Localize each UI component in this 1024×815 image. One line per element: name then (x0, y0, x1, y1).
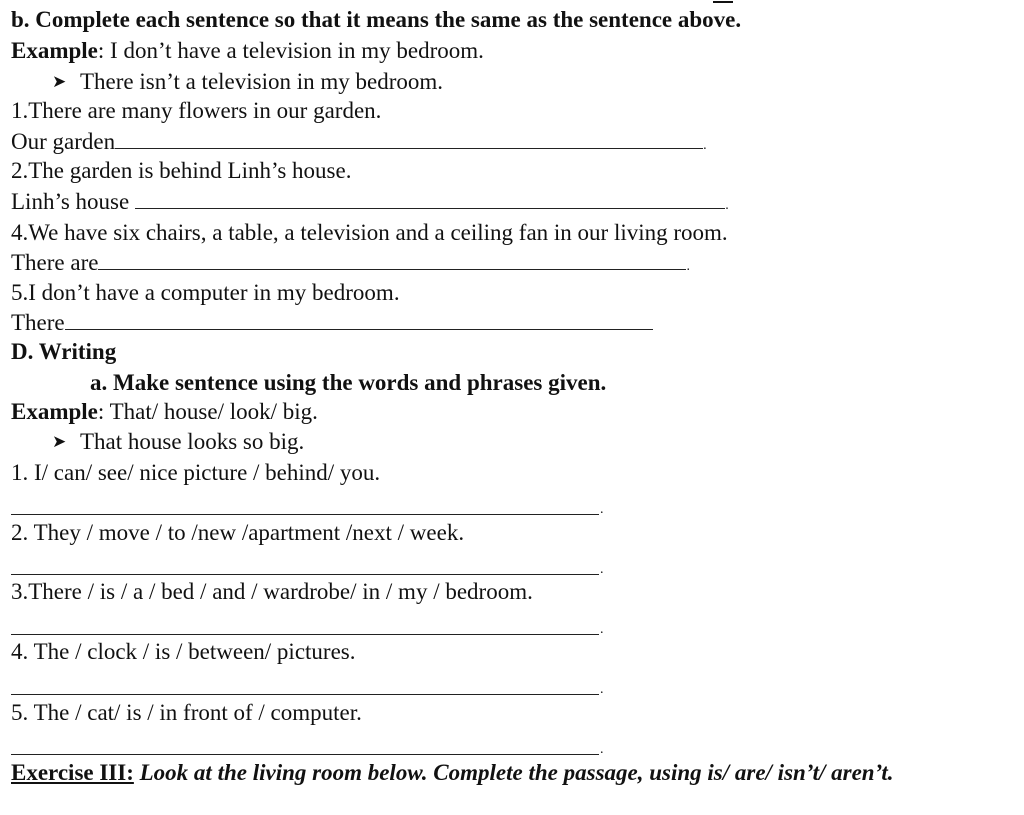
d-item-5-period: . (600, 742, 604, 757)
b-item-5-blank[interactable] (65, 309, 653, 330)
b-item-2-period: . (725, 198, 729, 213)
b-item-4-blank[interactable] (98, 249, 686, 270)
b-item-1-prompt: 1.There are many flowers in our garden. (11, 98, 382, 123)
d-item-5-prompt: 5. The / cat/ is / in front of / computer. (11, 700, 362, 725)
overline-mark (713, 1, 733, 3)
exercise-3-label: Exercise III: (11, 760, 134, 785)
d-item-1-blank[interactable] (11, 514, 599, 515)
example-label: Example (11, 38, 98, 63)
section-b-example (11, 37, 484, 65)
b-item-5-prompt: 5.I don’t have a computer in my bedroom. (11, 280, 400, 305)
arrow-icon: ➤ (52, 72, 67, 91)
example-text: : That/ house/ look/ big. (97, 399, 318, 424)
example-answer-text: That house looks so big. (80, 429, 305, 454)
section-b-example-answer (52, 68, 443, 96)
b-item-4-start: There are (11, 250, 99, 275)
section-d-title: D. Writing (11, 339, 117, 364)
d-item-3-period: . (600, 622, 604, 637)
example-label: Example (11, 399, 98, 424)
example-answer-text: There isn’t a television in my bedroom. (80, 69, 444, 94)
b-item-5-start: There (11, 310, 65, 335)
exercise-3-instructions: Look at the living room below. Complete the passage, using is/ are/ isn’t/ aren’t. (133, 760, 894, 785)
d-item-5-blank[interactable] (11, 754, 599, 755)
section-b-title: b. Complete each sentence so that it means the same as the sentence above. (11, 7, 742, 32)
d-item-3-blank[interactable] (11, 634, 599, 635)
b-item-2-answer-line (11, 188, 729, 220)
b-item-1-start: Our garden (11, 129, 116, 154)
d-item-1-prompt: 1. I/ can/ see/ nice picture / behind/ you. (11, 460, 381, 485)
b-item-1-blank[interactable] (115, 128, 703, 149)
exercise-3-heading (11, 759, 894, 787)
d-item-3-prompt: 3.There / is / a / bed / and / wardrobe/ in / my / bedroom. (11, 579, 533, 604)
d-item-4-period: . (600, 682, 604, 697)
b-item-2-blank[interactable] (135, 188, 725, 209)
d-item-2-prompt: 2. They / move / to /new /apartment /next / week. (11, 520, 465, 545)
b-item-5-answer-line (11, 309, 653, 337)
b-item-4-answer-line (11, 249, 690, 281)
b-item-4-prompt: 4.We have six chairs, a table, a television and a ceiling fan in our living room. (11, 220, 728, 245)
d-item-2-period: . (600, 562, 604, 577)
b-item-2-start: Linh’s house (11, 189, 130, 214)
d-item-1-period: . (600, 502, 604, 517)
section-d-example (11, 398, 318, 426)
d-item-4-prompt: 4. The / clock / is / between/ pictures. (11, 639, 356, 664)
b-item-1-answer-line (11, 128, 707, 160)
b-item-4-period: . (686, 259, 690, 274)
d-item-4-blank[interactable] (11, 694, 599, 695)
section-d-subtitle: a. Make sentence using the words and phrases given. (90, 370, 607, 395)
b-item-1-period: . (703, 138, 707, 153)
b-item-2-prompt: 2.The garden is behind Linh’s house. (11, 158, 352, 183)
arrow-icon: ➤ (52, 432, 67, 451)
section-d-example-answer (52, 428, 304, 456)
example-text: : I don’t have a television in my bedroom. (97, 38, 484, 63)
d-item-2-blank[interactable] (11, 574, 599, 575)
